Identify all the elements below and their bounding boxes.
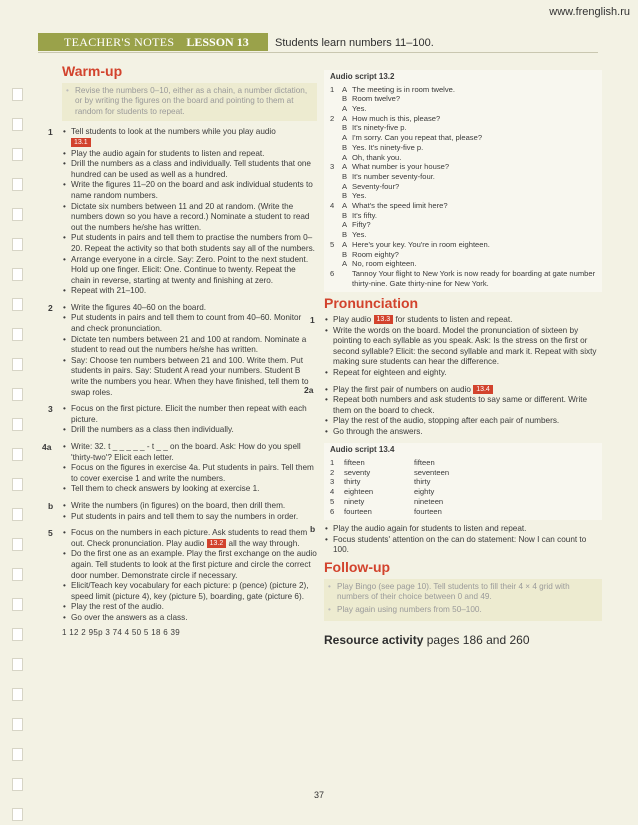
- step-number: 4a: [42, 442, 52, 452]
- list-item: • Tell students to look at the numbers while you play audio 13.1: [62, 127, 317, 148]
- table-cell: 6: [330, 506, 335, 516]
- table-cell: seventeen: [414, 467, 450, 477]
- binder-hole: [12, 598, 23, 611]
- script-line: B It's ninety-five p.: [342, 123, 407, 133]
- binder-hole: [12, 208, 23, 221]
- lesson-label: LESSON 13: [186, 34, 249, 49]
- lesson-subtitle: Students learn numbers 11–100.: [275, 37, 434, 49]
- list-item: • Dictate ten numbers between 21 and 100 at random. Nominate a student to read out the numbers he/she has written.: [62, 335, 317, 356]
- list-item: • Put students in pairs and tell them to practise the numbers from 0–20. Repeat the activity so that both students say all of the numbers.: [62, 233, 317, 254]
- list-item: • Tell them to check answers by looking at exercise 1.: [62, 484, 317, 495]
- number-pairs-table: [330, 458, 596, 516]
- script-line: A Oh, thank you.: [342, 152, 402, 162]
- binder-hole: [12, 628, 23, 641]
- script-line: 5 A Here's your key. You're in room eighteen.: [330, 239, 490, 249]
- script-line: A Fifty?: [342, 220, 371, 230]
- warmup-box: [62, 83, 317, 122]
- script-line: 6 Tannoy Your flight to New York is now ready for boarding at gate number thirty-nine. Gate thirty-nine for New York.: [330, 268, 596, 288]
- list-item: • Drill the numbers as a class then individually.: [62, 425, 317, 436]
- resource-label: Resource activity: [324, 633, 424, 648]
- audio-script-13-4: [324, 443, 602, 520]
- pronunciation-title: Pronunciation: [324, 295, 419, 312]
- script-line: B It's fifty.: [342, 210, 377, 220]
- step-number: 5: [48, 528, 53, 539]
- warmup-title: Warm-up: [62, 63, 123, 79]
- binder-hole: [12, 388, 23, 401]
- right-column: [304, 70, 602, 648]
- pron-step-2a: [304, 384, 602, 438]
- list-item: • Focus on the numbers in each picture. Ask students to read them out. Check pronunciation. Play audio 13.2 all the way through.: [62, 528, 317, 549]
- site-url[interactable]: www.frenglish.ru: [549, 6, 630, 18]
- step-1: [48, 127, 317, 297]
- table-cell: fourteen: [414, 506, 442, 516]
- binder-hole: [12, 808, 23, 821]
- audio-tag: 13.3: [374, 315, 394, 324]
- answer-key: 1 12 2 95p 3 74 4 50 5 18 6 39: [62, 627, 180, 637]
- binder-hole: [12, 268, 23, 281]
- list-item: • Play the audio again for students to listen and repeat.: [324, 524, 602, 535]
- step-number: 1: [48, 127, 53, 138]
- script-line: 1 A The meeting is in room twelve.: [330, 84, 455, 94]
- header-divider: [38, 52, 598, 53]
- binder-hole: [12, 178, 23, 191]
- audio-tag: 13.2: [207, 539, 227, 548]
- binder-hole: [12, 658, 23, 671]
- list-item: • Play audio 13.3 for students to listen and repeat.: [324, 315, 602, 326]
- binder-hole: [12, 328, 23, 341]
- teachers-notes-label: TEACHER'S NOTES: [64, 34, 175, 49]
- list-item: • Repeat with 21–100.: [62, 286, 317, 297]
- script-line: A I'm sorry. Can you repeat that, please?: [342, 133, 483, 143]
- script-lines: [330, 85, 596, 289]
- table-cell: seventy: [344, 467, 371, 477]
- pron-step-1: [310, 314, 602, 379]
- binder-hole: [12, 358, 23, 371]
- list-item: • Play the rest of the audio, stopping after each pair of numbers.: [324, 416, 602, 427]
- list-item: • Play the first pair of numbers on audio 13.4: [324, 385, 602, 396]
- pron-step-2b: [310, 524, 602, 556]
- script-line: 4 A What's the speed limit here?: [330, 201, 448, 211]
- script-line: A Seventy-four?: [342, 181, 400, 191]
- list-item: • Play the audio again for students to listen and repeat.: [62, 149, 317, 160]
- list-item: • Focus on the figures in exercise 4a. Put students in pairs. Tell them to cover exercise 1 and write the numbers.: [62, 463, 317, 484]
- step-number: b: [48, 500, 54, 511]
- step-number: b: [310, 524, 316, 535]
- script-line: 3 A What number is your house?: [330, 162, 450, 172]
- list-item: • Repeat for eighteen and eighty.: [324, 368, 602, 379]
- step-number: 2a: [304, 384, 314, 395]
- script-line: B Room twelve?: [342, 94, 401, 104]
- list-item: • Drill the numbers as a class and individually. Tell students that one hundred can be used as well as a hundred.: [62, 159, 317, 180]
- step-5: [48, 528, 317, 638]
- binder-hole: [12, 418, 23, 431]
- script-line: B Room eighty?: [342, 249, 399, 259]
- script-line: A Yes.: [342, 104, 367, 113]
- list-item: • Put students in pairs and tell them to count from 40–60. Monitor and check pronunciation.: [62, 313, 317, 334]
- followup-box: [324, 579, 602, 622]
- script-line: B Yes.: [342, 191, 367, 201]
- list-item: • Dictate six numbers between 11 and 20 at random. (Write the numbers down so you have a record.) Nominate a student to read out the numbers he/she has written.: [62, 202, 317, 234]
- binder-hole: [12, 688, 23, 701]
- table-cell: ninety: [344, 496, 365, 506]
- list-item: • Write the figures 40–60 on the board.: [62, 303, 317, 314]
- step-number: 2: [48, 302, 53, 313]
- script-title: Audio script 13.4: [330, 445, 395, 455]
- step-number: 3: [48, 404, 53, 415]
- list-item: • Focus students' attention on the can do statement: Now I can count to 100.: [324, 535, 602, 556]
- script-line: A No, room eighteen.: [342, 259, 417, 269]
- binder-hole: [12, 718, 23, 731]
- binder-hole: [12, 238, 23, 251]
- table-cell: nineteen: [414, 496, 444, 506]
- warmup-text: • Revise the numbers 0–10, either as a chain, a number dictation, or by writing the figures on the board and pointing to them at random for students to repeat.: [66, 86, 313, 118]
- resource-activity: [324, 635, 602, 646]
- table-cell: 1: [330, 458, 335, 468]
- list-item: • Say: Choose ten numbers between 21 and 100. Write them. Put students in pairs. Say: Student A read your numbers. Student B write the numbers you hear. When they have finished, tell them to swap roles.: [62, 356, 317, 398]
- step-4a: [42, 442, 317, 495]
- binder-hole: [12, 88, 23, 101]
- binder-hole: [12, 508, 23, 521]
- binder-hole: [12, 748, 23, 761]
- left-column: [42, 63, 317, 644]
- step-4b: [48, 500, 317, 522]
- list-item: • Play the rest of the audio.: [62, 602, 317, 613]
- binder-hole: [12, 298, 23, 311]
- list-item: • Put students in pairs and tell them to say the numbers in order.: [62, 512, 317, 523]
- script-line: B It's number seventy-four.: [342, 171, 435, 181]
- list-item: • Play again using numbers from 50–100.: [328, 605, 598, 616]
- script-line: B Yes.: [342, 230, 367, 240]
- list-item: • Focus on the first picture. Elicit the number then repeat with each picture.: [62, 404, 317, 425]
- step-number: 1: [310, 314, 315, 325]
- list-item: • Do the first one as an example. Play the first exchange on the audio again. Tell students to look at the first picture and circle the correct door number. Demonstrate circle if necessary.: [62, 549, 317, 581]
- audio-tag: 13.1: [71, 138, 91, 147]
- lesson-header: [38, 33, 268, 51]
- table-cell: 2: [330, 467, 335, 477]
- list-item: • Elicit/Teach key vocabulary for each picture: p (pence) (picture 2), speed limit (picture 4), key (picture 5), boarding, gate (picture 6).: [62, 581, 317, 602]
- table-cell: fourteen: [344, 506, 372, 516]
- script-title: Audio script 13.2: [330, 72, 395, 81]
- list-item: • Go over the answers as a class.: [62, 613, 317, 624]
- step-3: [48, 404, 317, 436]
- table-cell: 3: [330, 477, 335, 487]
- table-cell: eighteen: [344, 487, 374, 497]
- page-number: 37: [313, 790, 324, 800]
- step-2: [48, 302, 317, 398]
- table-cell: 5: [330, 496, 335, 506]
- table-cell: 4: [330, 487, 335, 497]
- list-item: • Write the figures 11–20 on the board and ask individual students to name random numbers.: [62, 180, 317, 201]
- list-item: • Write: 32. t _ _ _ _ _ - t _ _ on the board. Ask: How do you spell 'thirty-two'? Elicit each letter.: [62, 442, 317, 463]
- list-item: • Write the words on the board. Model the pronunciation of sixteen by pointing to each syllable as you speak. Ask: Is the stress on the first or second syllable? Elicit: the second syllable and mark it. Repeat with sixty making sure students can hear the difference.: [324, 326, 602, 368]
- table-cell: fifteen: [344, 458, 365, 468]
- script-line: 2 A How much is this, please?: [330, 113, 441, 123]
- table-cell: thirty: [414, 477, 431, 487]
- table-cell: fifteen: [414, 458, 435, 468]
- list-item: • Repeat both numbers and ask students to say same or different. Write them on the board to check.: [324, 395, 602, 416]
- table-cell: eighty: [414, 487, 435, 497]
- binder-hole: [12, 478, 23, 491]
- script-line: B Yes. It's ninety-five p.: [342, 142, 424, 152]
- resource-pages: pages 186 and 260: [426, 633, 530, 648]
- audio-script-13-2: [324, 70, 602, 292]
- binder-hole: [12, 448, 23, 461]
- binder-hole: [12, 568, 23, 581]
- list-item: • Go through the answers.: [324, 427, 602, 438]
- table-cell: thirty: [344, 477, 361, 487]
- list-item: • Play Bingo (see page 10). Tell students to fill their 4 × 4 grid with numbers of their choice between 0 and 49.: [328, 582, 598, 603]
- binder-hole: [12, 118, 23, 131]
- audio-tag: 13.4: [473, 385, 493, 394]
- list-item: • Arrange everyone in a circle. Say: Zero. Point to the next student. Hold up one finger. Elicit: One. Continue to twenty. Repeat the chain in reverse, starting at twenty and finishing at zero.: [62, 255, 317, 287]
- binder-hole: [12, 148, 23, 161]
- binder-hole: [12, 538, 23, 551]
- list-item: • Write the numbers (in figures) on the board, then drill them.: [62, 501, 317, 512]
- followup-title: Follow-up: [324, 559, 391, 576]
